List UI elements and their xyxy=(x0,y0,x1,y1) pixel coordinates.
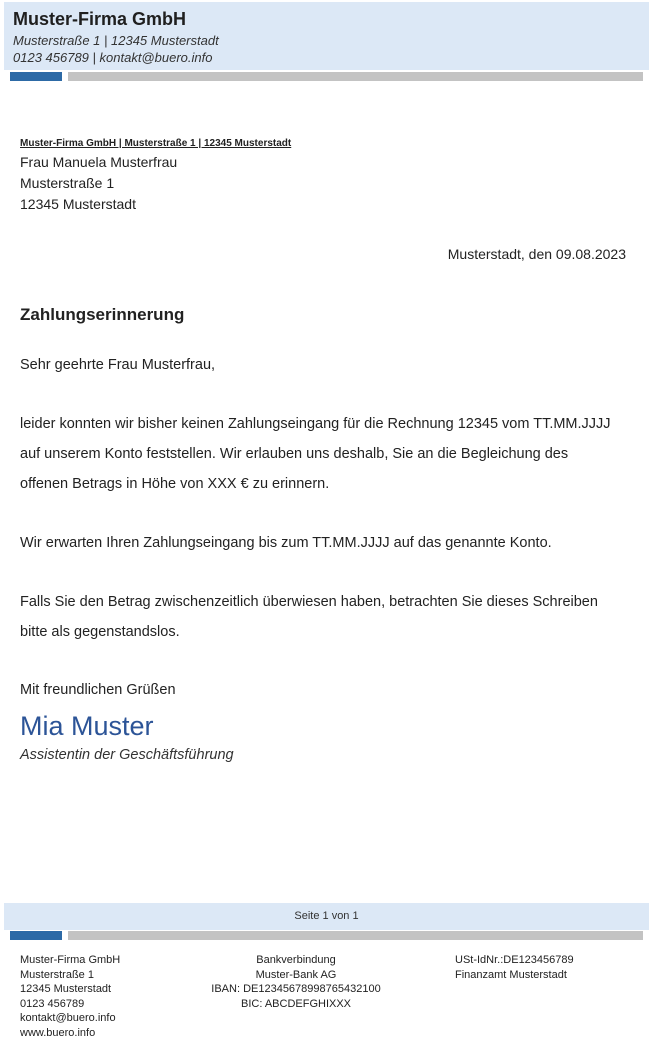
body-line: auf unserem Konto feststellen. Wir erlauben uns deshalb, Sie an die Begleichung des xyxy=(20,446,569,462)
company-name: Muster-Firma GmbH xyxy=(13,9,187,29)
footer-text: USt-IdNr.:DE123456789 xyxy=(455,954,574,966)
footer-text: Finanzamt Musterstadt xyxy=(455,968,567,981)
recipient-name: Frau Manuela Musterfrau xyxy=(20,154,178,170)
company-contact: 0123 456789 | kontakt@buero.info xyxy=(13,50,213,65)
recipient-street: Musterstraße 1 xyxy=(20,175,115,191)
body-line: Wir erwarten Ihren Zahlungseingang bis zum TT.MM.JJJJ auf das genannte Konto. xyxy=(20,535,552,551)
footer-accent-bar xyxy=(10,931,62,940)
footer-text: IBAN: DE12345678998765432100 xyxy=(211,983,381,996)
body-line: offenen Betrags in Höhe von XXX € zu erinnern. xyxy=(20,476,330,492)
letterhead xyxy=(4,2,649,70)
signature: Mia Muster xyxy=(20,711,154,741)
sender-return-line: Muster-Firma GmbH | Musterstraße 1 | 12345 Musterstadt xyxy=(20,138,292,149)
footer-text: kontakt@buero.info xyxy=(20,1012,116,1025)
body-line: Falls Sie den Betrag zwischenzeitlich überwiesen haben, betrachten Sie dieses Schreiben xyxy=(20,594,598,610)
letter-date: Musterstadt, den 09.08.2023 xyxy=(447,246,626,262)
footer-bank-column xyxy=(196,953,396,1011)
footer-text: Musterstraße 1 xyxy=(20,968,94,981)
header-accent-bar xyxy=(10,72,62,81)
footer-text: BIC: ABCDEFGHIXXX xyxy=(240,997,352,1010)
footer-divider-bar xyxy=(68,931,643,940)
footer-text: www.buero.info xyxy=(20,1026,96,1039)
footer-band xyxy=(4,903,649,930)
body-line: bitte als gegenstandslos. xyxy=(20,624,180,640)
body-line: leider konnten wir bisher keinen Zahlungseingang für die Rechnung 12345 vom TT.MM.JJJJ xyxy=(20,416,611,432)
recipient-city: 12345 Musterstadt xyxy=(20,196,136,212)
footer-tax-column xyxy=(455,953,574,982)
header-divider-bar xyxy=(68,72,643,81)
footer-company-column xyxy=(20,953,120,1041)
footer-text: Muster-Firma GmbH xyxy=(20,954,121,966)
footer-text: 0123 456789 xyxy=(20,997,85,1010)
salutation: Sehr geehrte Frau Musterfrau, xyxy=(20,357,216,373)
page-number: Seite 1 von 1 xyxy=(294,910,359,922)
signer-role: Assistentin der Geschäftsführung xyxy=(20,747,234,763)
closing: Mit freundlichen Grüßen xyxy=(20,682,176,698)
footer-text: Muster-Bank AG xyxy=(255,968,337,981)
footer-text: 12345 Musterstadt xyxy=(20,983,112,996)
company-address: Musterstraße 1 | 12345 Musterstadt xyxy=(13,33,219,48)
letter-subject: Zahlungserinnerung xyxy=(20,305,185,324)
footer-text: Bankverbindung xyxy=(256,954,336,966)
